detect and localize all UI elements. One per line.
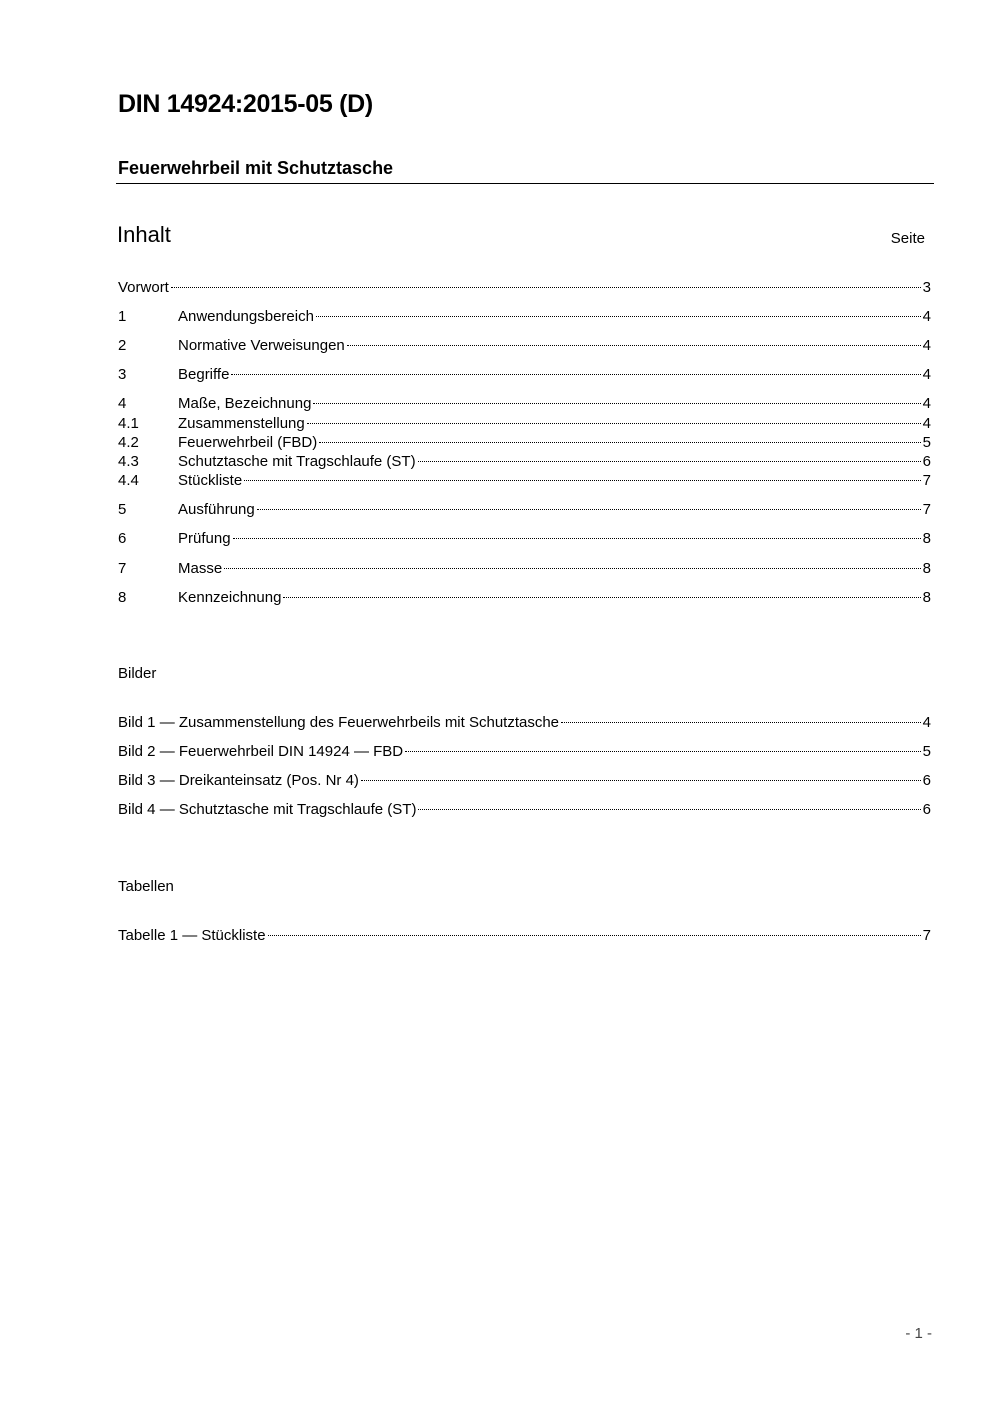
toc-entry-number: 3: [118, 366, 127, 383]
dot-leader: [316, 316, 921, 317]
toc-entry-1[interactable]: [118, 307, 931, 327]
toc-entry-number: 4.4: [118, 472, 139, 489]
toc-entry-label: Stückliste: [178, 472, 243, 489]
dot-leader: [257, 509, 921, 510]
figure-entry-label: Bild 3 — Dreikanteinsatz (Pos. Nr 4): [118, 772, 359, 789]
dot-leader: [418, 461, 921, 462]
toc-entry-label: Normative Verweisungen: [178, 337, 345, 354]
dot-leader: [233, 538, 921, 539]
document-id: DIN 14924:2015-05 (D): [118, 90, 373, 118]
toc-entry-page: 8: [922, 530, 931, 547]
toc-entry-4[interactable]: [118, 394, 931, 414]
toc-entry-page: 3: [922, 279, 931, 296]
figure-entry-4[interactable]: [118, 800, 931, 820]
toc-entry-label: Kennzeichnung: [178, 589, 282, 606]
dot-leader: [561, 722, 921, 723]
toc-entry-page: 4: [922, 415, 931, 432]
figure-entry-2[interactable]: [118, 742, 931, 762]
toc-heading: Inhalt: [117, 222, 171, 247]
toc-entry-3[interactable]: [118, 365, 931, 385]
toc-entry-vorwort[interactable]: [118, 278, 931, 298]
figure-entry-page: 4: [922, 714, 931, 731]
toc-entry-page: 7: [922, 501, 931, 518]
dot-leader: [319, 442, 920, 443]
toc-entry-5[interactable]: [118, 500, 931, 520]
table-entry-page: 7: [922, 927, 931, 944]
toc-entry-label: Ausführung: [178, 501, 255, 518]
toc-entry-label: Feuerwehrbeil (FBD): [178, 434, 318, 451]
dot-leader: [244, 480, 920, 481]
table-entry-label: Tabelle 1 — Stückliste: [118, 927, 266, 944]
toc-entry-4-2[interactable]: [118, 433, 931, 453]
toc-entry-label: Begriffe: [178, 366, 230, 383]
toc-entry-page: 4: [922, 366, 931, 383]
toc-entry-number: 5: [118, 501, 127, 518]
page-number: - 1 -: [905, 1325, 932, 1342]
figure-entry-3[interactable]: [118, 771, 931, 791]
toc-entry-label: Masse: [178, 560, 223, 577]
toc-entry-8[interactable]: [118, 588, 931, 608]
toc-entry-page: 5: [922, 434, 931, 451]
toc-entry-number: 8: [118, 589, 127, 606]
toc-entry-page: 4: [922, 395, 931, 412]
figure-entry-page: 5: [922, 743, 931, 760]
toc-entry-page: 4: [922, 337, 931, 354]
dot-leader: [418, 809, 920, 810]
toc-entry-number: 4.2: [118, 434, 139, 451]
toc-entry-4-1[interactable]: [118, 414, 931, 434]
toc-entry-label: Maße, Bezeichnung: [178, 395, 312, 412]
toc-entry-number: 1: [118, 308, 127, 325]
dot-leader: [347, 345, 921, 346]
toc-entry-2[interactable]: [118, 336, 931, 356]
page-column-label: Seite: [890, 230, 925, 247]
figure-entry-label: Bild 4 — Schutztasche mit Tragschlaufe (ST): [118, 801, 417, 818]
figure-entry-page: 6: [922, 772, 931, 789]
toc-entry-number: 4.1: [118, 415, 139, 432]
toc-entry-number: 7: [118, 560, 127, 577]
figure-entry-1[interactable]: [118, 713, 931, 733]
dot-leader: [231, 374, 920, 375]
toc-entry-page: 8: [922, 589, 931, 606]
figure-entry-page: 6: [922, 801, 931, 818]
dot-leader: [361, 780, 921, 781]
toc-entry-number: 6: [118, 530, 127, 547]
dot-leader: [307, 423, 921, 424]
figure-entry-label: Bild 2 — Feuerwehrbeil DIN 14924 — FBD: [118, 743, 404, 760]
figure-entry-label: Bild 1 — Zusammenstellung des Feuerwehrbeils mit Schutztasche: [118, 714, 560, 731]
toc-entry-number: 2: [118, 337, 127, 354]
dot-leader: [283, 597, 920, 598]
toc-entry-label: Zusammenstellung: [178, 415, 305, 432]
tables-heading: Tabellen: [118, 878, 174, 895]
figures-heading: Bilder: [118, 665, 157, 682]
toc-entry-label: Prüfung: [178, 530, 231, 547]
toc-entry-number: 4.3: [118, 453, 139, 470]
dot-leader: [313, 403, 920, 404]
toc-entry-7[interactable]: [118, 559, 931, 579]
toc-entry-label: Anwendungsbereich: [178, 308, 314, 325]
toc-entry-page: 8: [922, 560, 931, 577]
toc-entry-label: Vorwort: [118, 279, 169, 296]
toc-entry-6[interactable]: [118, 529, 931, 549]
toc-entry-4-4[interactable]: [118, 471, 931, 491]
toc-entry-page: 7: [922, 472, 931, 489]
toc-entry-number: 4: [118, 395, 127, 412]
dot-leader: [171, 287, 921, 288]
table-entry-1[interactable]: [118, 926, 931, 946]
title-divider: [116, 183, 934, 184]
dot-leader: [268, 935, 921, 936]
toc-entry-page: 4: [922, 308, 931, 325]
dot-leader: [405, 751, 921, 752]
toc-entry-label: Schutztasche mit Tragschlaufe (ST): [178, 453, 416, 470]
toc-entry-4-3[interactable]: [118, 452, 931, 472]
document-title: Feuerwehrbeil mit Schutztasche: [118, 158, 394, 178]
toc-entry-page: 6: [922, 453, 931, 470]
dot-leader: [224, 568, 920, 569]
